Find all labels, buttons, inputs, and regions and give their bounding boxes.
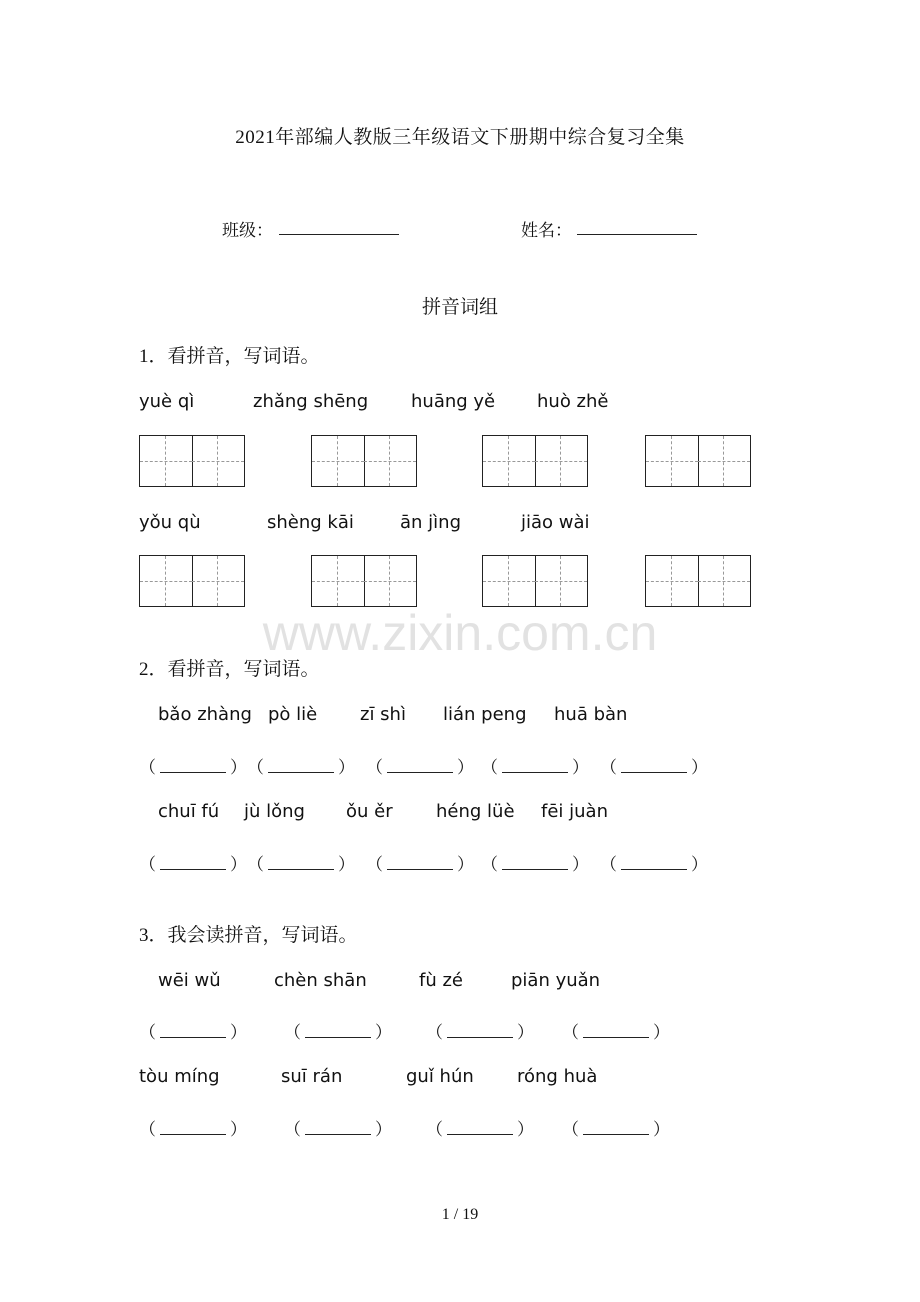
pinyin-item: héng lüè xyxy=(436,801,515,822)
pinyin-item: pò liè xyxy=(268,704,318,725)
pinyin-item: yǒu qù xyxy=(139,512,201,533)
document-title: 2021年部编人教版三年级语文下册期中综合复习全集 xyxy=(235,127,685,148)
answer-blank[interactable]: （ ） xyxy=(600,855,708,875)
answer-blank[interactable]: （ ） xyxy=(562,1023,670,1043)
watermark: www.zixin.com.cn xyxy=(262,605,658,661)
pinyin-item: shèng kāi xyxy=(267,512,354,533)
pinyin-item: fù zé xyxy=(419,970,463,991)
pinyin-item: huā bàn xyxy=(554,704,628,725)
pinyin-item: lián peng xyxy=(443,704,527,725)
pinyin-item: yuè qì xyxy=(139,391,195,412)
class-label: 班级： xyxy=(222,221,273,240)
answer-blank[interactable]: （ ） xyxy=(562,1120,670,1140)
pinyin-item: chuī fú xyxy=(158,801,220,822)
writing-grid-box[interactable] xyxy=(645,435,751,487)
writing-grid-box[interactable] xyxy=(311,555,417,607)
pinyin-item: guǐ hún xyxy=(406,1066,474,1087)
answer-blank[interactable]: （ ） xyxy=(247,758,355,778)
pinyin-item: bǎo zhàng xyxy=(158,704,252,725)
question-1-heading: 1．看拼音，写词语。 xyxy=(139,346,320,367)
pinyin-item: huò zhě xyxy=(537,391,609,412)
class-blank[interactable] xyxy=(279,234,399,235)
answer-blank[interactable]: （ ） xyxy=(600,758,708,778)
pinyin-item: ān jìng xyxy=(400,512,461,533)
answer-blank[interactable]: （ ） xyxy=(366,758,474,778)
pinyin-item: chèn shān xyxy=(274,970,367,991)
answer-blank[interactable]: （ ） xyxy=(139,1023,247,1043)
answer-blank[interactable]: （ ） xyxy=(481,758,589,778)
writing-grid-box[interactable] xyxy=(311,435,417,487)
answer-blank[interactable]: （ ） xyxy=(284,1120,392,1140)
answer-blank[interactable]: （ ） xyxy=(139,1120,247,1140)
pinyin-item: fēi juàn xyxy=(541,801,608,822)
question-3-heading: 3．我会读拼音，写词语。 xyxy=(139,925,358,946)
pinyin-item: zī shì xyxy=(360,704,406,725)
pinyin-item: jù lǒng xyxy=(244,801,305,822)
writing-grid-box[interactable] xyxy=(645,555,751,607)
name-blank[interactable] xyxy=(577,234,697,235)
pinyin-item: zhǎng shēng xyxy=(253,391,369,412)
answer-blank[interactable]: （ ） xyxy=(426,1120,534,1140)
pinyin-item: huāng yě xyxy=(411,391,496,412)
writing-grid-box[interactable] xyxy=(482,555,588,607)
answer-blank[interactable]: （ ） xyxy=(247,855,355,875)
pinyin-item: ǒu ěr xyxy=(346,801,393,822)
answer-blank[interactable]: （ ） xyxy=(481,855,589,875)
pinyin-item: suī rán xyxy=(281,1066,343,1087)
page-number: 1 / 19 xyxy=(441,1206,479,1223)
pinyin-item: tòu míng xyxy=(139,1066,220,1087)
answer-blank[interactable]: （ ） xyxy=(139,758,247,778)
pinyin-item: piān yuǎn xyxy=(511,970,601,991)
writing-grid-box[interactable] xyxy=(139,555,245,607)
answer-blank[interactable]: （ ） xyxy=(139,855,247,875)
writing-grid-box[interactable] xyxy=(139,435,245,487)
answer-blank[interactable]: （ ） xyxy=(284,1023,392,1043)
answer-blank[interactable]: （ ） xyxy=(366,855,474,875)
section-title: 拼音词组 xyxy=(421,297,498,318)
writing-grid-box[interactable] xyxy=(482,435,588,487)
pinyin-item: jiāo wài xyxy=(521,512,590,533)
answer-blank[interactable]: （ ） xyxy=(426,1023,534,1043)
pinyin-item: wēi wǔ xyxy=(158,970,221,991)
pinyin-item: róng huà xyxy=(517,1066,598,1087)
question-2-heading: 2．看拼音，写词语。 xyxy=(139,659,320,680)
name-label: 姓名： xyxy=(521,221,572,240)
